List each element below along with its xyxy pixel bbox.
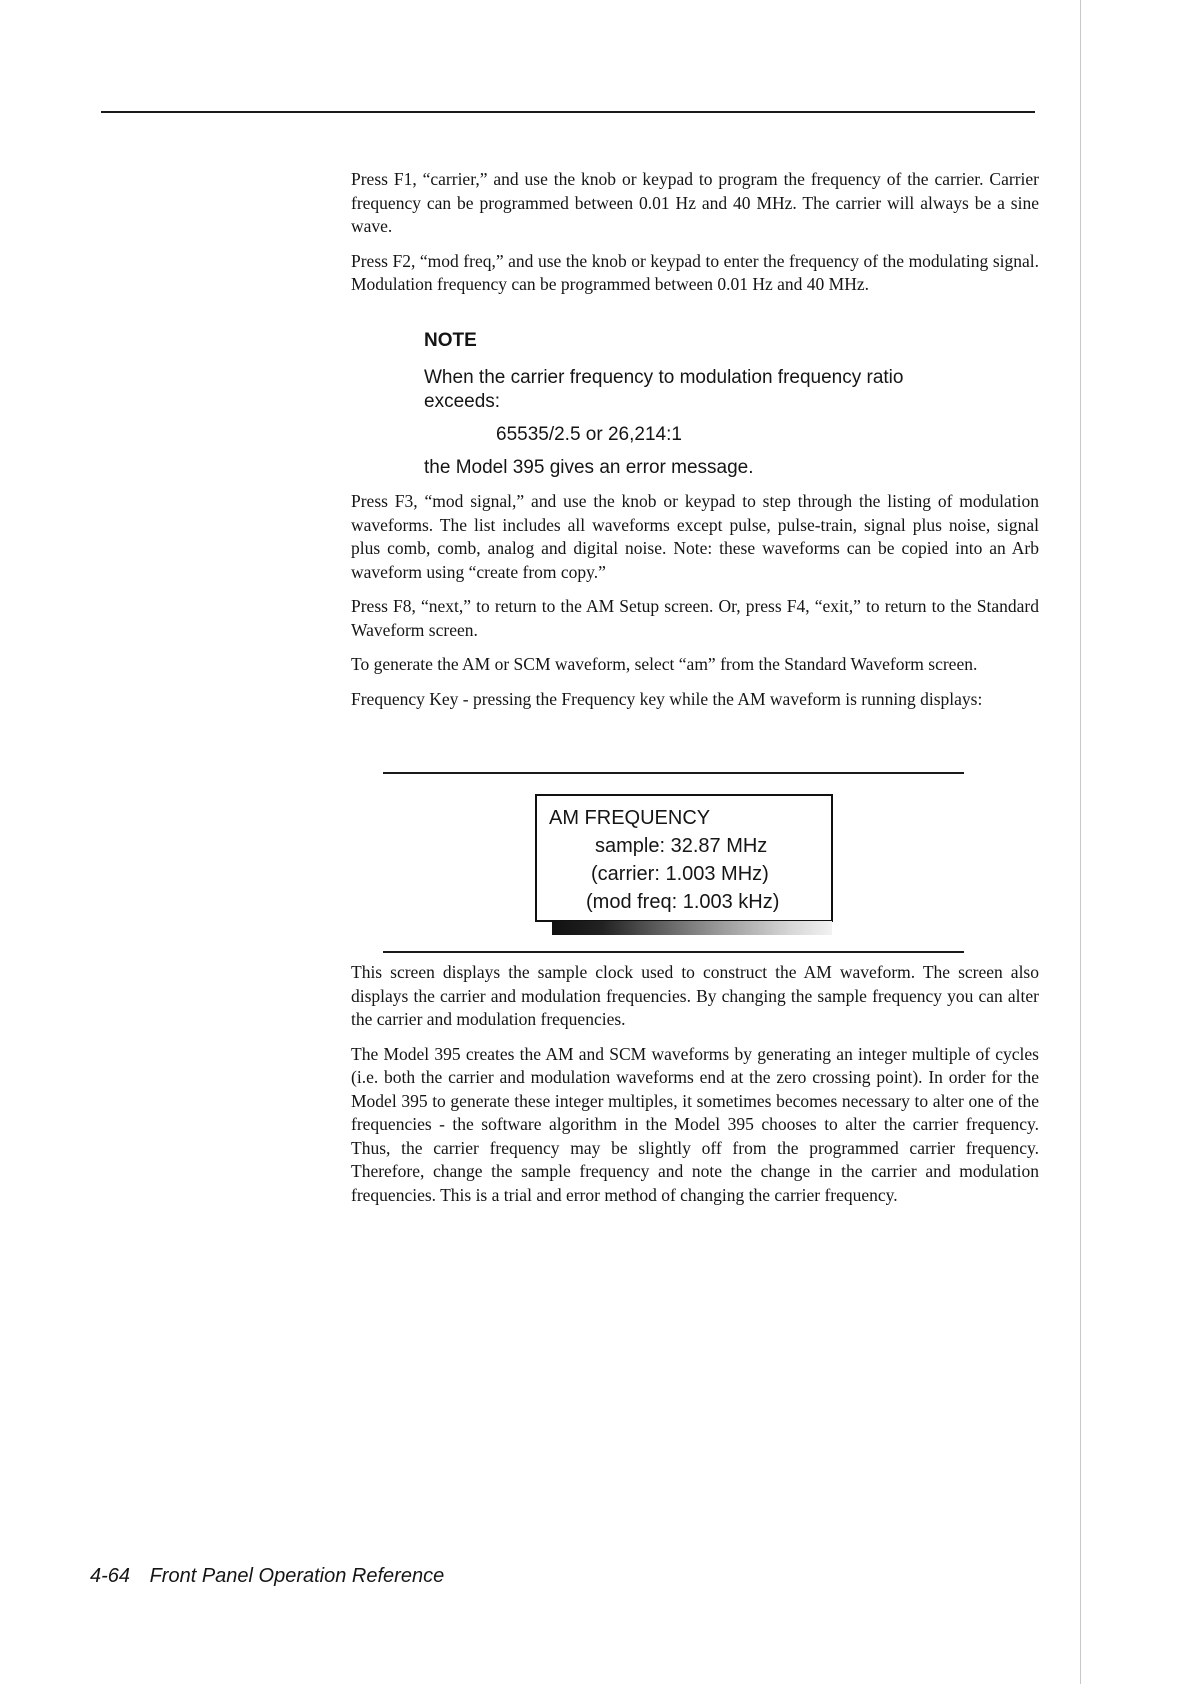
section-title: Front Panel Operation Reference [149,1565,445,1587]
figure-bottom-rule [383,951,964,953]
paragraph-f1-carrier: Press F1, “carrier,” and use the knob or keypad to program the frequency of the carrier. Carrier frequency can be programmed between 0.01 Hz and 40 MHz. The carrier will always be a sine wave. [351,169,1039,236]
page-footer [90,1565,444,1588]
paragraph-f2-mod-freq: Press F2, “mod freq,” and use the knob or keypad to enter the frequency of the modulating signal. Modulation frequency can be programmed between 0.01 Hz and 40 MHz. [351,250,1039,294]
middle-paragraphs [351,490,1039,722]
note-line-2: the Model 395 gives an error message. [424,457,754,478]
am-frequency-screen [535,794,833,922]
screen-carrier-line: (carrier: 1.003 MHz) [591,863,769,885]
screen-mod-freq-line: (mod freq: 1.003 kHz) [586,891,780,913]
paragraph-generate-am: To generate the AM or SCM waveform, select “am” from the Standard Waveform screen. [351,654,978,674]
page-scan-edge [1080,0,1081,1684]
screen-shadow-bar [552,921,832,935]
note-title: NOTE [424,330,477,351]
paragraph-integer-multiple: The Model 395 creates the AM and SCM waveforms by generating an integer multiple of cycles (i.e. both the carrier and modulation waveforms end at the zero crossing point). In order for the Model 395 to generate these integer multiples, it sometimes becomes necessary to alter one of the frequencies - the software algorithm in the Model 395 chooses to alter the carrier frequency. Thus, the carrier frequency may be slightly off from the programmed carrier frequency. Therefore, change the sample frequency and note the change in the carrier and modulation frequencies. This is a trial and error method of changing the carrier frequency. [351,1043,1039,1205]
page-number: 4-64 [90,1565,131,1587]
figure-top-rule [383,772,964,774]
paragraph-f8-next: Press F8, “next,” to return to the AM Setup screen. Or, press F4, “exit,” to return to the Standard Waveform screen. [351,596,1039,640]
paragraph-frequency-key: Frequency Key - pressing the Frequency key while the AM waveform is running displays: [351,688,983,709]
paragraph-f3-mod-signal: Press F3, “mod signal,” and use the knob or keypad to step through the listing of modulation waveforms. The list includes all waveforms except pulse, pulse-train, signal plus noise, signal plus comb, comb, analog and digital noise. Note: these waveforms can be copied into an Arb waveform using “create from copy.” [351,491,1039,582]
paragraph-screen-description: This screen displays the sample clock used to construct the AM waveform. The screen also displays the carrier and modulation frequencies. By changing the sample frequency you can alter the carrier and modulation frequencies. [351,962,1039,1029]
header-rule [101,111,1035,113]
note-ratio: 65535/2.5 or 26,214:1 [496,424,682,445]
screen-title: AM FREQUENCY [549,807,711,829]
top-paragraphs [351,168,1039,308]
screen-sample-line: sample: 32.87 MHz [595,835,768,857]
note-line-1: When the carrier frequency to modulation frequency ratio exceeds: [424,367,904,412]
note-block [424,330,984,480]
bottom-paragraphs [351,961,1039,1218]
